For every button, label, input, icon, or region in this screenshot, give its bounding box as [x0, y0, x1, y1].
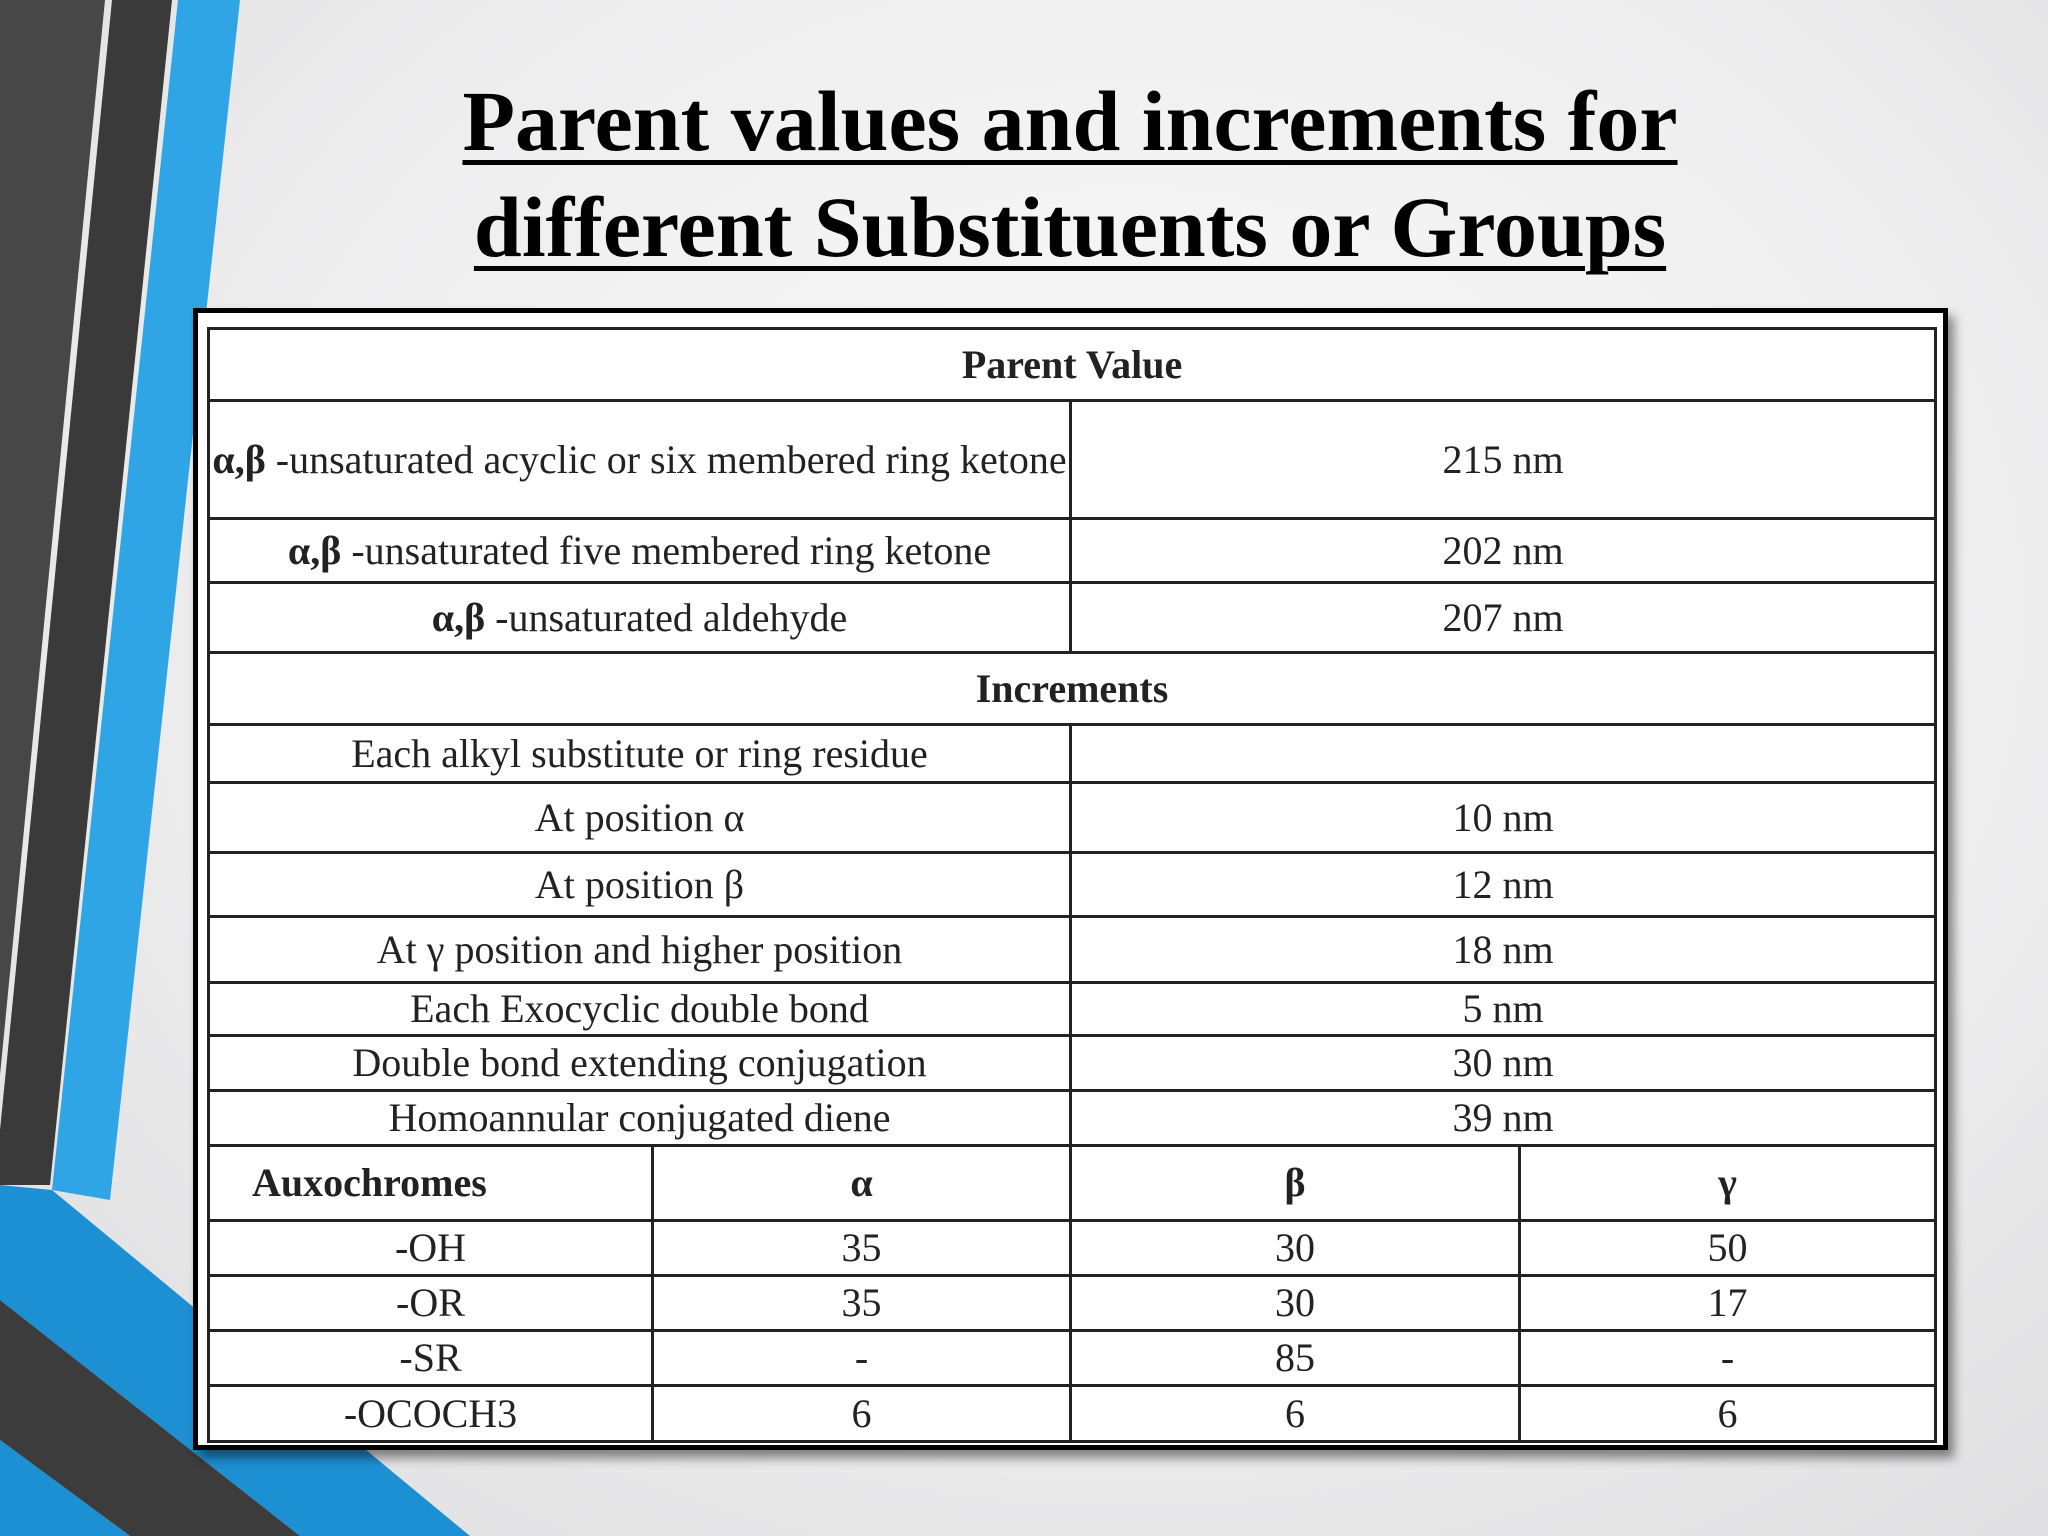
parent-row-value: 202 nm [1071, 519, 1936, 583]
gamma-value: 50 [1520, 1221, 1936, 1276]
auxochrome-row [209, 1331, 1936, 1386]
parent-row-value: 215 nm [1071, 401, 1936, 519]
alpha-value: 35 [653, 1276, 1071, 1331]
increment-label: Double bond extending conjugation [209, 1036, 1071, 1091]
auxochrome-name: -OCOCH3 [209, 1386, 653, 1442]
alpha-header: α [653, 1146, 1071, 1221]
increment-label: At position α [209, 783, 1071, 853]
gamma-value: 6 [1520, 1386, 1936, 1442]
increment-label: At γ position and higher position [209, 917, 1071, 983]
gamma-value: 17 [1520, 1276, 1936, 1331]
increment-row [209, 983, 1936, 1036]
beta-value: 6 [1071, 1386, 1520, 1442]
auxochrome-name: -OH [209, 1221, 653, 1276]
auxochrome-name: -OR [209, 1276, 653, 1331]
greek-prefix: α,β [212, 436, 266, 482]
increments-header: Increments [209, 653, 1936, 725]
auxochrome-row [209, 1386, 1936, 1442]
alpha-value: - [653, 1331, 1071, 1386]
parent-row [209, 519, 1936, 583]
beta-value: 30 [1071, 1276, 1520, 1331]
increment-row [209, 1036, 1936, 1091]
greek-prefix: α,β [287, 527, 342, 573]
increment-label: Each Exocyclic double bond [209, 983, 1071, 1036]
alpha-value: 6 [653, 1386, 1071, 1442]
increment-label: Homoannular conjugated diene [209, 1091, 1071, 1146]
parent-value-header: Parent Value [209, 329, 1936, 401]
parent-row-value: 207 nm [1071, 583, 1936, 653]
title-line-2: different Substituents or Groups [473, 179, 1667, 275]
parent-row [209, 401, 1936, 519]
increment-value: 12 nm [1071, 853, 1936, 917]
increment-value: 18 nm [1071, 917, 1936, 983]
alpha-value: 35 [653, 1221, 1071, 1276]
increment-row [209, 783, 1936, 853]
gamma-value: - [1520, 1331, 1936, 1386]
increment-row [209, 725, 1936, 783]
increment-row [209, 1091, 1936, 1146]
increment-value: 39 nm [1071, 1091, 1936, 1146]
table-frame [193, 308, 1948, 1450]
parent-row-label: α,β -unsaturated aldehyde [209, 583, 1071, 653]
increments-header-row [209, 653, 1936, 725]
auxochrome-name: -SR [209, 1331, 653, 1386]
woodward-table [207, 327, 1937, 1443]
gamma-header: γ [1520, 1146, 1936, 1221]
auxochrome-row [209, 1276, 1936, 1331]
parent-value-header-row [209, 329, 1936, 401]
parent-row-label: α,β -unsaturated acyclic or six membered ring ketone [209, 401, 1071, 519]
increment-value [1071, 725, 1936, 783]
title-line-1: Parent values and increments for [462, 73, 1678, 169]
increment-label: At position β [209, 853, 1071, 917]
beta-value: 85 [1071, 1331, 1520, 1386]
increment-row [209, 917, 1936, 983]
auxochrome-row [209, 1221, 1936, 1276]
increment-value: 30 nm [1071, 1036, 1936, 1091]
beta-value: 30 [1071, 1221, 1520, 1276]
slide-title [300, 68, 1840, 280]
auxochromes-header-row [209, 1146, 1936, 1221]
parent-row [209, 583, 1936, 653]
auxochromes-header: Auxochromes [209, 1146, 653, 1221]
increment-value: 5 nm [1071, 983, 1936, 1036]
parent-row-label: α,β -unsaturated five membered ring ketone [209, 519, 1071, 583]
increment-label: Each alkyl substitute or ring residue [209, 725, 1071, 783]
beta-header: β [1071, 1146, 1520, 1221]
increment-row [209, 853, 1936, 917]
greek-prefix: α,β [431, 594, 486, 640]
increment-value: 10 nm [1071, 783, 1936, 853]
